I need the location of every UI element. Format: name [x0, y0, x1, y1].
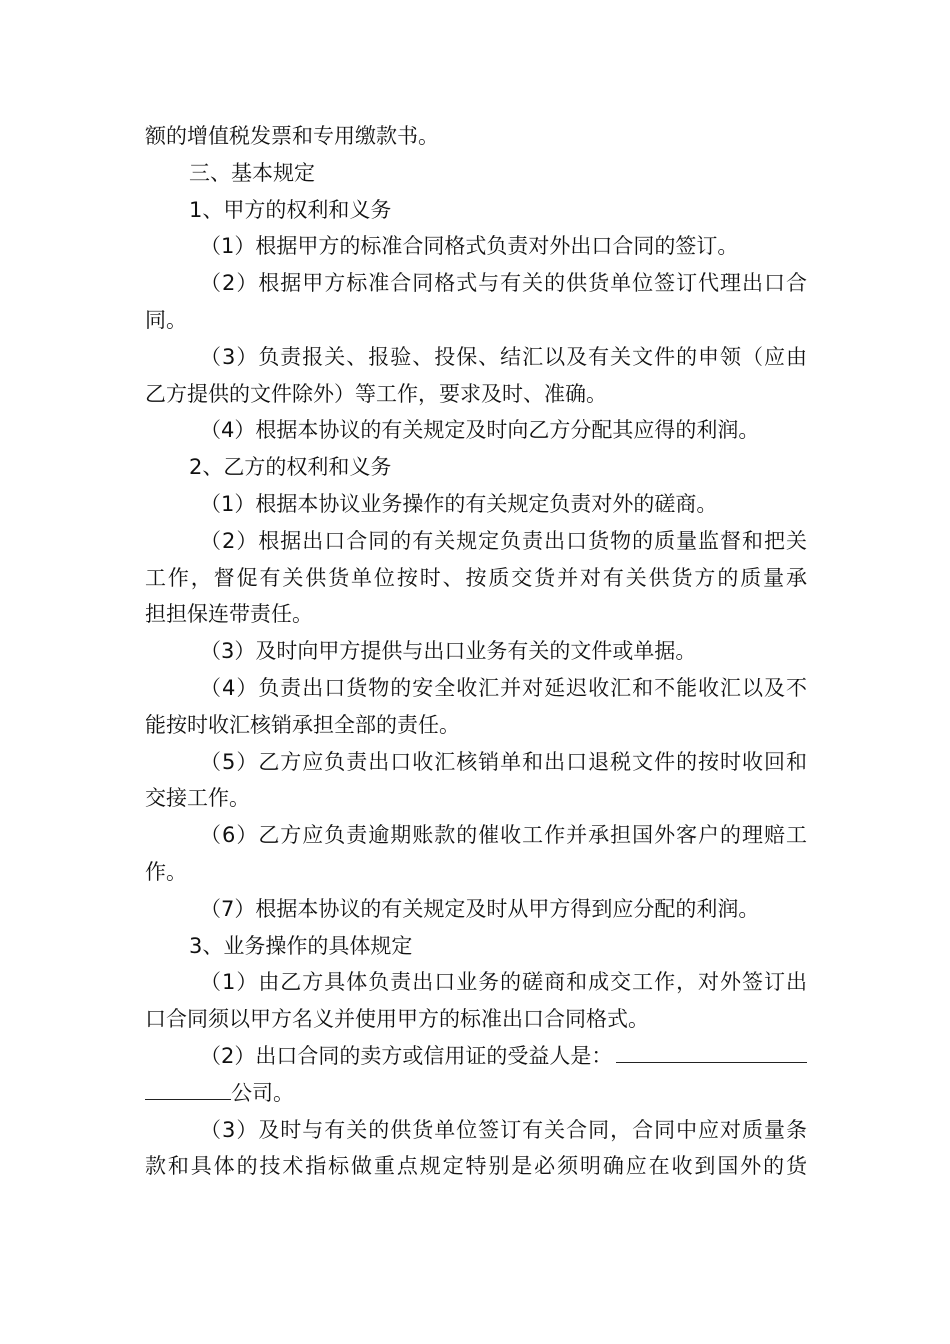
text-line: （7）根据本协议的有关规定及时从甲方得到应分配的利润。 [200, 896, 760, 921]
text-line: 工作，督促有关供货单位按时、按质交货并对有关供货方的质量承 [145, 565, 807, 590]
text-line: 担担保连带责任。 [145, 602, 313, 627]
beneficiary-line [145, 1038, 807, 1075]
text-line: 额的增值税发票和专用缴款书。 [145, 124, 439, 148]
text-line: （3）及时向甲方提供与出口业务有关的文件或单据。 [200, 639, 697, 664]
subsection-heading: 3、业务操作的具体规定 [189, 933, 413, 958]
beneficiary-blank-field[interactable] [616, 1044, 807, 1063]
beneficiary-prefix: （2）出口合同的卖方或信用证的受益人是： [200, 1043, 613, 1068]
text-line: 能按时收汇核销承担全部的责任。 [145, 712, 460, 737]
text-line: （4）根据本协议的有关规定及时向乙方分配其应得的利润。 [200, 418, 760, 443]
text-line: （6）乙方应负责逾期账款的催收工作并承担国外客户的理赔工 [200, 823, 807, 848]
text-line: （1）根据甲方的标准合同格式负责对外出口合同的签订。 [200, 234, 739, 259]
beneficiary-line-continued [145, 1075, 807, 1112]
text-line: 款和具体的技术指标做重点规定特别是必须明确应在收到国外的货 [145, 1154, 807, 1179]
subsection-heading: 1、甲方的权利和义务 [189, 197, 392, 222]
text-line: （3）负责报关、报验、投保、结汇以及有关文件的申领（应由 [200, 344, 807, 369]
text-line: 同。 [145, 307, 187, 332]
subsection-heading: 2、乙方的权利和义务 [189, 455, 392, 480]
beneficiary-blank-field-continued[interactable] [145, 1081, 231, 1100]
text-line: 作。 [145, 859, 187, 884]
document-page [145, 118, 807, 1185]
text-line: （4）负责出口货物的安全收汇并对延迟收汇和不能收汇以及不 [200, 675, 807, 700]
text-line: （5）乙方应负责出口收汇核销单和出口退税文件的按时收回和 [200, 749, 807, 774]
text-line: （3）及时与有关的供货单位签订有关合同，合同中应对质量条 [200, 1117, 807, 1142]
text-line: （2）根据出口合同的有关规定负责出口货物的质量监督和把关 [200, 528, 807, 553]
text-line: （1）由乙方具体负责出口业务的磋商和成交工作，对外签订出 [200, 970, 807, 995]
text-line: 口合同须以甲方名义并使用甲方的标准出口合同格式。 [145, 1007, 649, 1032]
text-line: 交接工作。 [145, 786, 250, 811]
section-heading: 三、基本规定 [189, 160, 315, 185]
text-line: （1）根据本协议业务操作的有关规定负责对外的磋商。 [200, 491, 718, 516]
text-line: （2）根据甲方标准合同格式与有关的供货单位签订代理出口合 [200, 271, 807, 296]
text-line: 乙方提供的文件除外）等工作，要求及时、准确。 [145, 381, 607, 406]
document-body [145, 118, 807, 1038]
beneficiary-suffix: 公司。 [231, 1080, 294, 1105]
